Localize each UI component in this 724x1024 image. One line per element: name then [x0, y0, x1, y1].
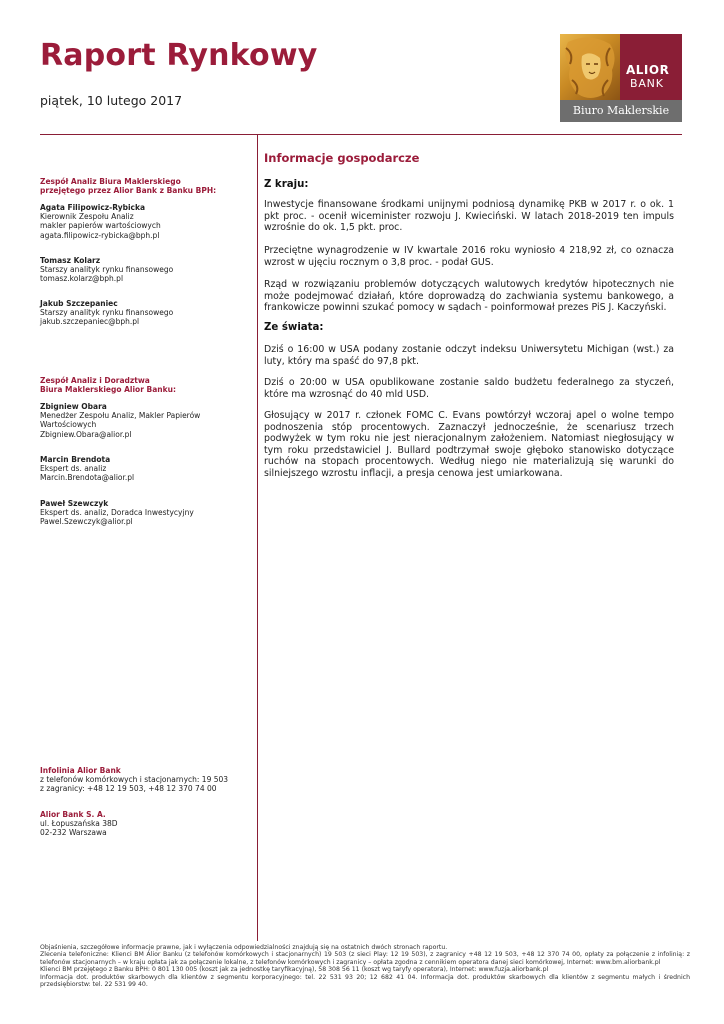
paragraph — [264, 344, 674, 367]
logo-emblem — [560, 34, 682, 100]
paragraph-text: Dziś o 16:00 w USA podany zostanie odczyt indeksu Uniwersytetu Michigan (wst.) za luty, który ma spaść do 97,8 pkt. — [264, 344, 674, 367]
contact-card — [40, 256, 250, 284]
team1-title-line2: przejętego przez Alior Bank z Banku BPH: — [40, 186, 217, 196]
contact-role: Ekspert ds. analiz, Doradca Inwestycyjny — [40, 508, 194, 518]
footer-line: Zlecenia telefoniczne: Klienci BM Alior Banku (z telefonów komórkowych i stacjonarnych) 19 503 (z sieci Play: 12 19 503), z zagranicy +48 12 19 503, +48 12 370 74 00, opłaty za połączenie z infolinią: z telefonów stacjonarnych – w kraju opłata jak za połączenie lokalne, z telefonów komórkowych i zagranicy – opłata zgodna z cennikiem operatora danej sieci komórkowej, Internet: www.bm.aliorbank.pl — [40, 951, 690, 966]
infolinia-title: Infolinia Alior Bank — [40, 766, 121, 775]
footer-line: Informacja dot. produktów skarbowych dla klientów z segmentu korporacyjnego: tel. 22 531 93 20; 12 682 41 04. Informacja dot. produktów skarbowych dla klientów z segmentu małych i średnich przedsiębiorstw: tel. 22 531 99 40. — [40, 973, 690, 989]
domestic-heading: Z kraju: — [264, 179, 309, 190]
contact-card — [40, 203, 250, 240]
contact-role: Wartościowych — [40, 420, 97, 430]
team1-title-line1: Zespół Analiz Biura Maklerskiego — [40, 177, 181, 186]
contact-name: Marcin Brendota — [40, 455, 111, 464]
contact-card — [40, 402, 250, 439]
world-heading: Ze świata: — [264, 322, 324, 333]
logo-alior-text: ALIOR — [626, 63, 670, 77]
paragraph-text: Rząd w rozwiązaniu problemów dotyczących walutowych kredytów hipotecznych nie może podejmować działań, które doprowadzą do zachwiania systemu bankowego, a frankowicze powinni szukać pomocy w sądach - poinformował prezes PiS J. Kaczyński. — [264, 279, 674, 314]
footer-disclaimer — [40, 944, 690, 988]
section-title: Informacje gospodarcze — [264, 151, 420, 165]
contact-email[interactable]: agata.filipowicz-rybicka@bph.pl — [40, 230, 160, 240]
footer-line: Objaśnienia, szczegółowe informacje prawne, jak i wyłączenia odpowiedzialności znajdują się na ostatnich dwóch stronach raportu. — [40, 944, 448, 951]
contact-email[interactable]: Zbigniew.Obara@alior.pl — [40, 429, 132, 439]
alior-bank-logo — [560, 34, 682, 122]
contact-name: Tomasz Kolarz — [40, 256, 101, 265]
header-divider — [40, 134, 682, 135]
paragraph — [264, 199, 674, 234]
contact-role: Ekspert ds. analiz — [40, 464, 107, 474]
contact-role: makler papierów wartościowych — [40, 221, 161, 231]
contact-card — [40, 499, 250, 527]
contact-role: Menedżer Zespołu Analiz, Makler Papierów — [40, 411, 201, 421]
paragraph — [264, 410, 674, 480]
footer-line: Klienci BM przejętego z Banku BPH: 0 801 130 005 (koszt jak za jednostkę taryfikacyjną), 58 308 56 11 (koszt wg taryfy operatora), Internet: www.fuzja.aliorbank.pl — [40, 966, 549, 974]
contact-card — [40, 299, 250, 327]
paragraph — [264, 377, 674, 400]
paragraph-text: Przeciętne wynagrodzenie w IV kwartale 2016 roku wyniosło 4 218,92 zł, co oznacza wzrost w ujęciu rocznym o 3,8 proc. - podał GUS. — [264, 245, 674, 268]
logo-bank-text: BANK — [630, 77, 664, 90]
team2-title-line1: Zespół Analiz i Doradztwa — [40, 376, 150, 385]
contact-name: Agata Filipowicz-Rybicka — [40, 203, 146, 212]
infolinia-line: z telefonów komórkowych i stacjonarnych: 19 503 — [40, 775, 229, 785]
contact-email[interactable]: Pawel.Szewczyk@alior.pl — [40, 517, 133, 527]
team1-block — [40, 177, 250, 195]
contact-card — [40, 455, 250, 483]
bank-address-line: ul. Łopuszańska 38D — [40, 819, 118, 829]
bank-name: Alior Bank S. A. — [40, 810, 106, 819]
paragraph — [264, 245, 674, 268]
contact-name: Zbigniew Obara — [40, 402, 107, 411]
contact-email[interactable]: tomasz.kolarz@bph.pl — [40, 274, 124, 284]
paragraph — [264, 279, 674, 314]
contact-email[interactable]: Marcin.Brendota@alior.pl — [40, 473, 135, 483]
infolinia-line: z zagranicy: +48 12 19 503, +48 12 370 74 00 — [40, 784, 217, 794]
paragraph-text: Dziś o 20:00 w USA opublikowane zostanie saldo budżetu federalnego za styczeń, które ma wzrosnąć do 40 mld USD. — [264, 377, 674, 400]
bank-address-block — [40, 810, 250, 838]
contact-role: Kierownik Zespołu Analiz — [40, 212, 134, 222]
bank-address-line: 02-232 Warszawa — [40, 828, 107, 838]
report-title: Raport Rynkowy — [40, 38, 318, 73]
contact-name: Paweł Szewczyk — [40, 499, 109, 508]
contact-email[interactable]: jakub.szczepaniec@bph.pl — [40, 317, 140, 327]
paragraph-text: Głosujący w 2017 r. członek FOMC C. Evans powtórzył wczoraj apel o wolne tempo podnoszenia stóp procentowych. Zaznaczył jednocześnie, że scenariusz trzech podwyżek w tym roku nie jest nieracjonalnym założeniem. Natomiast niegłosujący w tym roku przedstawiciel J. Bullard podtrzymał swoje głęboko stanowisko dotyczące ruchów na stopach procentowych. Według niego nie materializują się warunki do silniejszego wzrostu inflacji, a presja cenowa jest umiarkowana. — [264, 410, 674, 479]
lion-head-icon — [560, 34, 620, 100]
infolinia-block — [40, 766, 250, 794]
team2-block — [40, 376, 250, 394]
column-divider — [257, 135, 258, 941]
team2-title-line2: Biura Maklerskiego Alior Banku: — [40, 385, 176, 395]
paragraph-text: Inwestycje finansowane środkami unijnymi podniosą dynamikę PKB w 2017 r. o ok. 1 pkt proc. - ocenił wiceminister rozwoju J. Kwieciński. W latach 2018-2019 ten impuls wzrośnie do ok. 1,5 pkt. proc. — [264, 199, 674, 234]
contact-name: Jakub Szczepaniec — [40, 299, 118, 308]
logo-division-bar: Biuro Maklerskie — [560, 100, 682, 122]
contact-role: Starszy analityk rynku finansowego — [40, 265, 174, 275]
report-date: piątek, 10 lutego 2017 — [40, 93, 183, 108]
contact-role: Starszy analityk rynku finansowego — [40, 308, 174, 318]
